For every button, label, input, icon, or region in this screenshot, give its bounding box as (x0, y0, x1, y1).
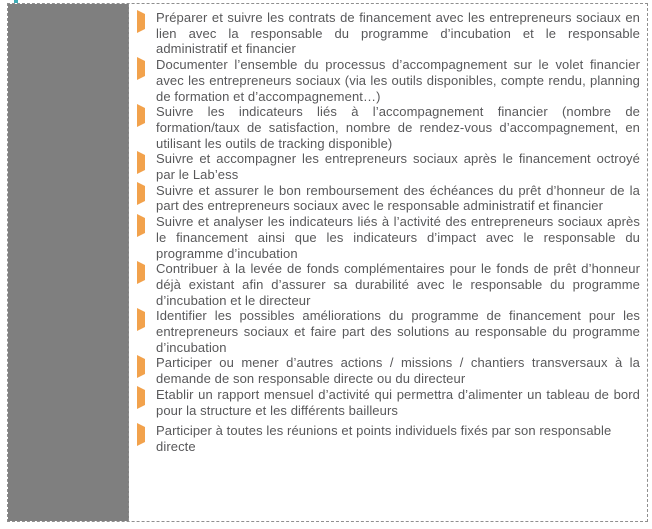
list-item-text: Contribuer à la levée de fonds complémentaires pour le fonds de prêt d’honneur déjà existant afin d’assurer sa durabilité avec le responsable du programme d’incubation et le directeur (156, 261, 640, 308)
list-item (129, 355, 640, 386)
triangle-bullet-icon (129, 10, 156, 57)
triangle-bullet-icon (129, 423, 156, 454)
list-item (129, 104, 640, 151)
triangle-bullet-icon (129, 355, 156, 386)
list-item-text: Documenter l’ensemble du processus d’accompagnement sur le volet financier avec les entrepreneurs sociaux (via les outils disponibles, compte rendu, planning de formation et d’accompagnement…) (156, 57, 640, 104)
triangle-bullet-icon (129, 104, 156, 151)
list-item (129, 261, 640, 308)
list-item-text: Suivre les indicateurs liés à l’accompagnement financier (nombre de formation/taux de satisfaction, nombre de rendez-vous d’accompagnement, en utilisant les outils de tracking disponible) (156, 104, 640, 151)
list-item (129, 151, 640, 182)
list-item (129, 308, 640, 355)
triangle-bullet-icon (129, 57, 156, 104)
list-item-text: Participer ou mener d’autres actions / missions / chantiers transversaux à la demande de son responsable directe ou du directeur (156, 355, 640, 387)
list-item (129, 387, 640, 418)
triangle-bullet-icon (129, 214, 156, 261)
table-left-cell (8, 4, 129, 521)
triangle-bullet-icon (129, 387, 156, 418)
list-item-text: Participer à toutes les réunions et points individuels fixés par son responsable directe (156, 423, 612, 454)
list-item-text: Suivre et accompagner les entrepreneurs sociaux après le financement octroyé par le Lab’ess (156, 151, 640, 183)
list-item (129, 183, 640, 214)
triangle-bullet-icon (129, 261, 156, 308)
list-item-text: Suivre et analyser les indicateurs liés à l’activité des entrepreneurs sociaux après le financement ainsi que les indicateurs d’impact avec le responsable du programme d’incubation (156, 214, 640, 261)
triangle-bullet-icon (129, 308, 156, 355)
responsibilities-table (7, 3, 648, 522)
list-item-text: Identifier les possibles améliorations du programme de financement pour les entrepreneurs sociaux et faire part des solutions au responsable du programme d’incubation (156, 308, 640, 355)
triangle-bullet-icon (129, 151, 156, 182)
list-item (129, 214, 640, 261)
responsibilities-list (129, 4, 647, 521)
list-item-text: Etablir un rapport mensuel d’activité qui permettra d’alimenter un tableau de bord pour la structure et les différents bailleurs (156, 386, 640, 418)
list-item (129, 423, 640, 454)
list-item-text: Préparer et suivre les contrats de financement avec les entrepreneurs sociaux en lien avec la responsable du programme d’incubation et le responsable administratif et financier (156, 10, 640, 57)
list-item (129, 10, 640, 57)
triangle-bullet-icon (129, 183, 156, 214)
list-item (129, 57, 640, 104)
list-item-text: Suivre et assurer le bon remboursement des échéances du prêt d’honneur de la part des entrepreneurs sociaux avec le responsable administratif et financier (156, 182, 640, 214)
